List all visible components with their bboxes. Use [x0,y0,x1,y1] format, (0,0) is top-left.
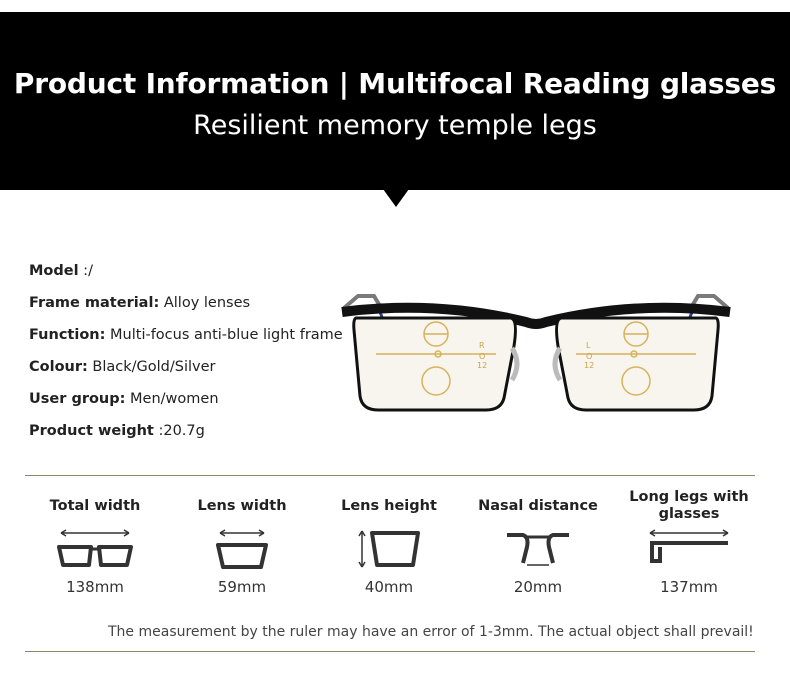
spec-user-group: User group: Men/women [29,391,219,407]
glasses-product-image [336,286,736,416]
divider-top [25,475,755,476]
lens-mark-left-3: 12 [584,361,595,370]
spec-frame-material: Frame material: Alloy lenses [29,295,251,311]
banner-pointer [383,189,409,207]
total-width-icon [20,524,170,572]
spec-function: Function: Multi-focus anti-blue light frame [29,327,343,343]
lens-mark-right-3: 12 [477,361,488,370]
measure-total-width: Total width 138mm [20,488,170,596]
spec-colour: Colour: Black/Gold/Silver [29,359,216,375]
disclaimer-text: The measurement by the ruler may have an error of 1-3mm. The actual object shall prevail! [108,624,754,640]
lens-mark-right-2: O [479,352,486,361]
measure-temple-length: Long legs with glasses 137mm [614,488,764,596]
nasal-distance-icon [463,524,613,572]
page-subtitle: Resilient memory temple legs [193,110,597,141]
measure-nasal-distance: Nasal distance 20mm [463,488,613,596]
lens-mark-right-1: R [479,341,485,350]
spec-model: Model :/ [29,263,93,279]
page-title: Product Information | Multifocal Reading glasses [13,67,777,100]
lens-mark-left-2: O [586,352,593,361]
header-banner [0,12,790,190]
lens-width-icon [167,524,317,572]
divider-bottom [25,651,755,652]
spec-list [29,259,343,451]
spec-product-weight: Product weight :20.7g [29,423,205,439]
measure-lens-width: Lens width 59mm [167,488,317,596]
measure-lens-height: Lens height 40mm [314,488,464,596]
temple-length-icon [614,524,764,572]
lens-mark-left-1: L [586,341,591,350]
lens-height-icon [314,524,464,572]
